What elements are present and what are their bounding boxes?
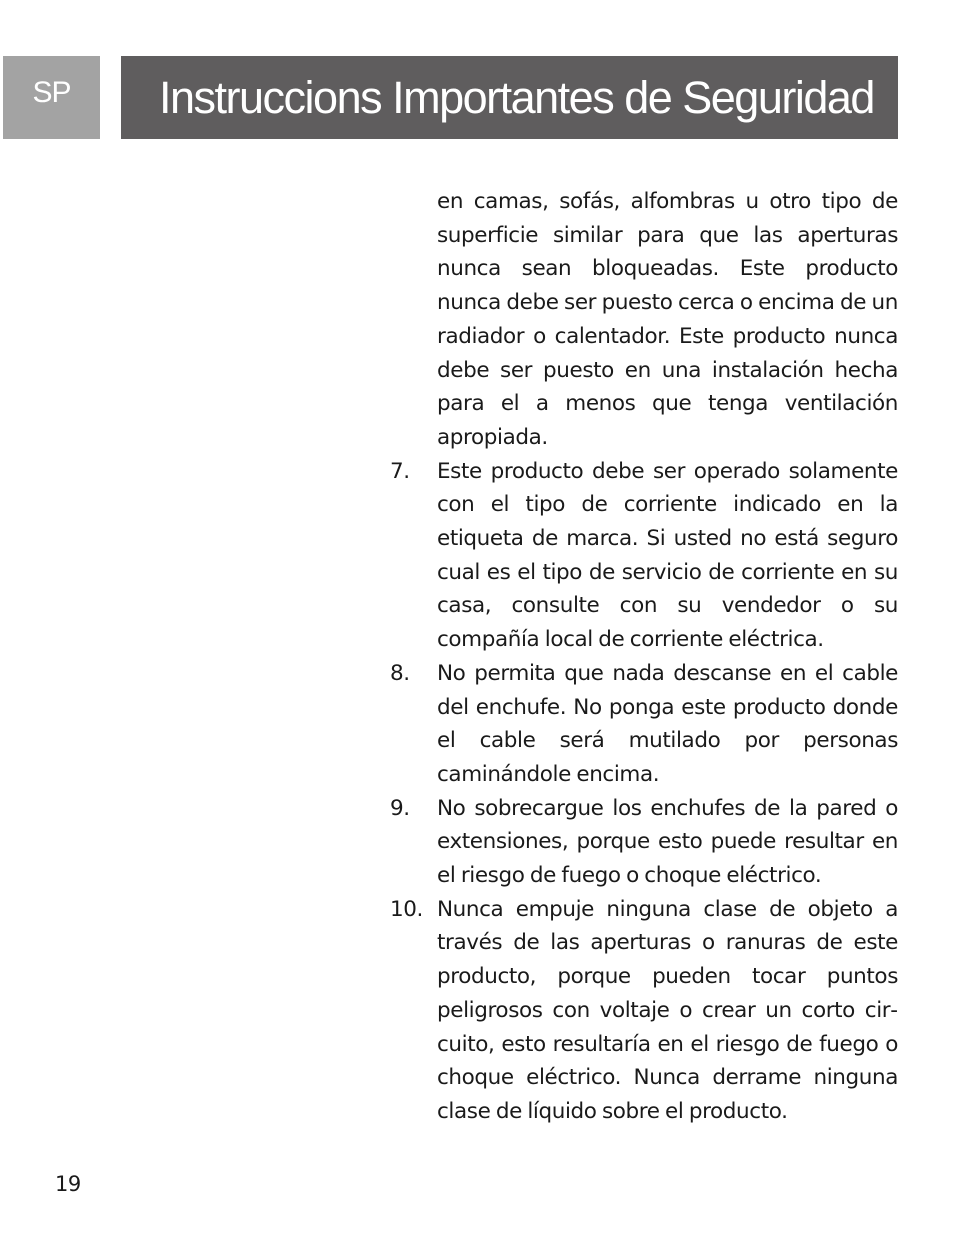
item-text: en camas, sofás, alfombras u otro tipo de superficie similar para que las aperturas nunca sean bloqueadas. Este producto nunca debe ser puesto cerca o encima de un radiador o calentador. Este producto nunca debe ser puesto en una instalación hecha para el a menos que tenga ventilación apropiada.: [437, 189, 898, 450]
item-number: 9.: [390, 795, 410, 821]
item-number: [390, 185, 437, 455]
list-item: [390, 185, 898, 455]
item-number: 7.: [390, 458, 410, 484]
item-number: 8.: [390, 660, 410, 686]
item-text: No permita que nada descanse en el cable del enchufe. No ponga este producto donde el cable será mutilado por personas caminándole encima.: [437, 660, 898, 787]
page-number: 19: [55, 1172, 81, 1196]
list-item: [390, 657, 898, 792]
item-text: Este producto debe ser operado solamente con el tipo de corriente indicado en la etiqueta de marca. Si usted no está seguro cual es el tipo de servicio de corriente en su casa, consulte con su vendedor o su compañía local de corriente eléctrica.: [437, 458, 898, 653]
item-number: 10.: [390, 896, 423, 922]
language-code: SP: [32, 76, 71, 109]
list-item: [390, 792, 898, 893]
instructions-list: [390, 185, 898, 1129]
title-bar: [121, 56, 898, 139]
page-title: Instruccions Importantes de Seguridad: [159, 72, 874, 123]
language-tab: [3, 56, 100, 139]
item-text: No sobrecargue los enchufes de la pared o extensiones, porque esto puede resultar en el riesgo de fuego o choque eléctrico.: [437, 795, 898, 889]
item-text: Nunca empuje ninguna clase de objeto a través de las aperturas o ranuras de este producto, porque pueden tocar puntos peligrosos con voltaje o crear un corto circuito, esto resultaría en el riesgo de fuego o choque eléctrico. Nunca derrame ninguna clase de líquido sobre el producto.: [437, 896, 898, 1124]
list-item: [390, 455, 898, 657]
list-item: [390, 893, 898, 1129]
